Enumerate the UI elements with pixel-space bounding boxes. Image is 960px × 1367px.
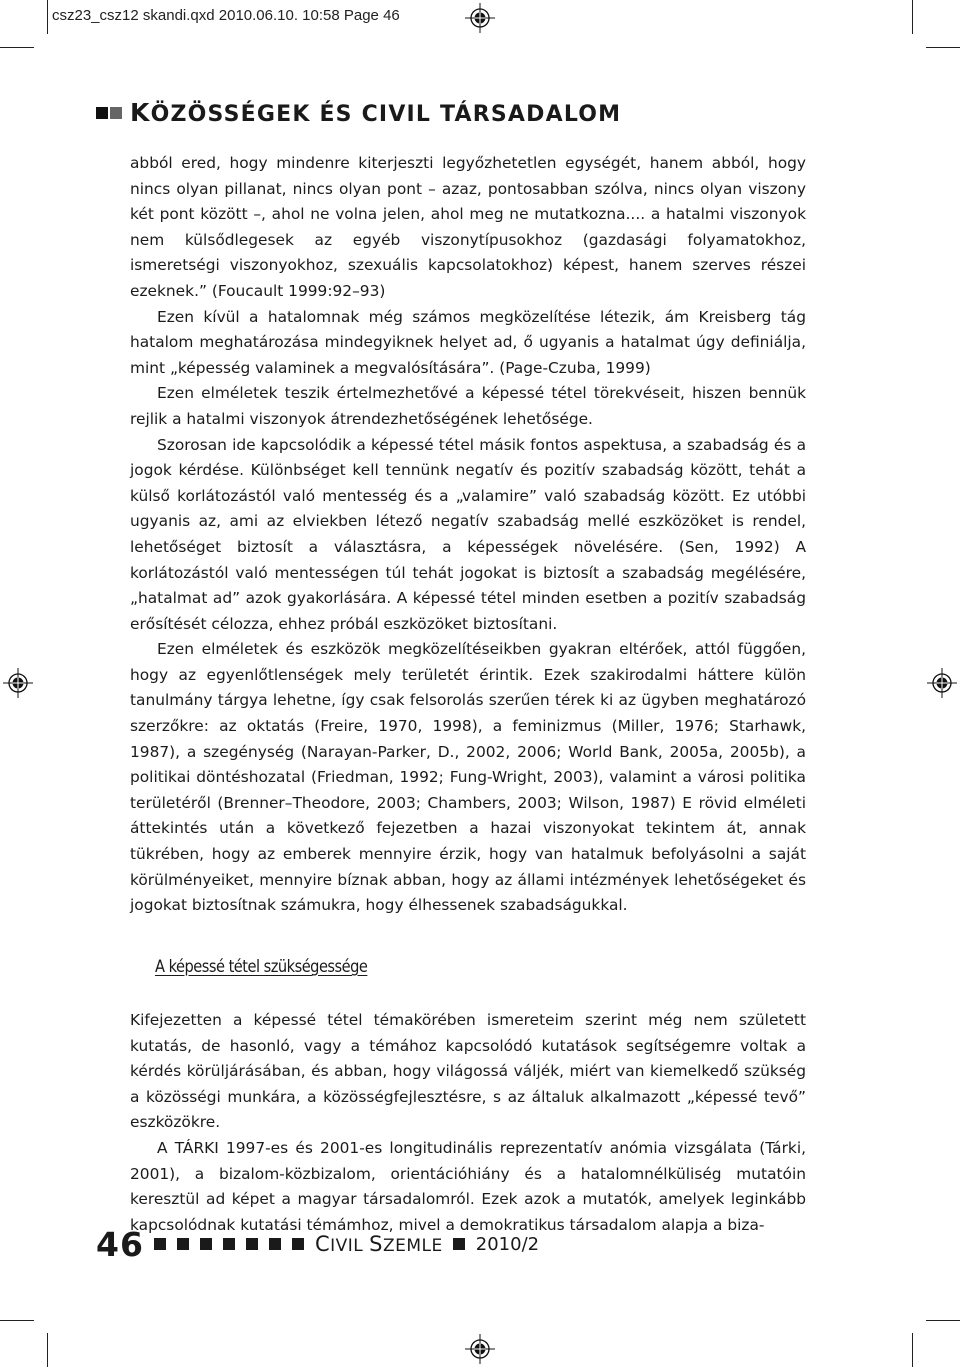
file-slug: csz23_csz12 skandi.qxd 2010.06.10. 10:58 Page 46 <box>52 7 400 24</box>
page-footer <box>96 1222 539 1266</box>
paragraph: abból ered, hogy mindenre kiterjeszti legyőzhetetlen egységét, hanem abból, hogy nincs olyan pillanat, nincs olyan pont – azaz, pontosabban szólva, nincs olyan viszony két pont között –, ahol ne volna jelen, ahol meg ne mutatkozna.... a hatalmi viszonyok nem külsődlegesek az egyéb viszonytípusokhoz (gazdasági folyamatokhoz, ismeretségi viszonyokhoz, szexuális kapcsolatokhoz) képest, hanem szerves részei ezeknek.” (Foucault 1999:92–93) <box>130 154 806 300</box>
footer-square-icon <box>269 1238 281 1250</box>
crop-mark-top-left-h <box>0 47 34 48</box>
footer-square-icon <box>154 1238 166 1250</box>
footer-square-icon <box>292 1238 304 1250</box>
footer-square-icon <box>223 1238 235 1250</box>
crop-mark-bottom-left-h <box>0 1320 34 1321</box>
registration-mark-left-icon <box>3 668 33 698</box>
crop-mark-top-right <box>912 0 913 34</box>
crop-mark-bottom-left <box>47 1333 48 1367</box>
body-text-top <box>130 151 806 919</box>
registration-mark-bottom-icon <box>465 1334 495 1364</box>
issue-number: 2010/2 <box>475 1233 540 1255</box>
header-initial: K <box>130 98 151 127</box>
header-square-grey-icon <box>110 107 122 119</box>
footer-square-icon <box>453 1238 465 1250</box>
paragraph: Ezen elméletek teszik értelmezhetővé a képessé tétel törekvéseit, hiszen bennük rejlik a hatalmi viszonyok átrendezhetőségének lehetősége. <box>130 384 806 428</box>
footer-square-icon <box>200 1238 212 1250</box>
header-text: ÖZÖSSÉGEK ÉS CIVIL TÁRSADALOM <box>150 102 622 127</box>
crop-mark-bottom-right <box>912 1333 913 1367</box>
crop-mark-bottom-right-h <box>926 1320 960 1321</box>
paragraph: A TÁRKI 1997-es és 2001-es longitudinális reprezentatív anómia vizsgálata (Tárki, 2001), a bizalom-közbizalom, orientációhiány és a hatalomnélküliség mutatóin keresztül ad képet a magyar társadalomról. Ezek azok a mutatók, amelyek leginkább kapcsolódnak kutatási témámhoz, mivel a demokratikus társadalom alapja a biza- <box>130 1138 806 1234</box>
registration-mark-top-icon <box>465 3 495 33</box>
section-header <box>96 98 621 127</box>
header-square-icon <box>96 107 108 119</box>
crop-mark-top-right-h <box>926 47 960 48</box>
subheading: A képessé tétel szükségessége <box>155 957 368 977</box>
footer-square-icon <box>177 1238 189 1250</box>
crop-mark-top-left <box>47 0 48 34</box>
page-number: 46 <box>96 1224 144 1264</box>
paragraph: Kifejezetten a képessé tétel témakörében ismereteim szerint még nem született kutatás, de hasonló, vagy a témához kapcsolódó kutatások segítségemre voltak a kérdés körüljárásában, és abban, hogy világossá váljék, miért van kiemelkedő szükség a közösségi munkára, a közösségfejlesztésre, s az általuk alkalmazott „képessé tevő” eszközökre. <box>130 1011 806 1132</box>
paragraph: Ezen kívül a hatalomnak még számos megközelítése létezik, ám Kreisberg tág hatalom meghatározása mindegyiknek helyet ad, ő ugyanis a hatalmat úgy definiálja, mint „képesség valaminek a megvalósítására”. (Page-Czuba, 1999) <box>130 307 806 377</box>
body-text-bottom <box>130 1008 806 1238</box>
journal-name: CIVIL SZEMLE <box>314 1232 443 1256</box>
paragraph: Szorosan ide kapcsolódik a képessé tétel másik fontos aspektusa, a szabadság és a jogok kérdése. Különbséget kell tennünk negatív és pozitív szabadság között, tehát a külső korlátozástól való mentesség és a „valamire” való szabadság között. Ez utóbbi ugyanis az, ami az elviekben létező negatív szabadság mellé eszközöket is rendel, lehetőséget biztosít a választásra, a képességek növelésére. (Sen, 1992) A korlátozástól való mentességen túl tehát jogokat is biztosít a szabadság megélésére, „hatalmat ad” azok gyakorlására. A képessé tétel minden esetben a pozitív szabadság erősítését célozza, ehhez próbál eszközöket biztosítani. <box>130 435 806 633</box>
registration-mark-right-icon <box>927 668 957 698</box>
paragraph: Ezen elméletek és eszközök megközelítéseikben gyakran eltérőek, attól függően, hogy az egyenlőtlenségek mely területét érintik. Ezek szakirodalmi háttere külön tanulmány tárgya lehetne, így csak felsorolás szerűen térek ki az ügyben meghatározó szerzőkre: az oktatás (Freire, 1970, 1998), a feminizmus (Miller, 1976; Starhawk, 1987), a szegénység (Narayan-Parker, D., 2002, 2006; World Bank, 2005a, 2005b), a politikai döntéshozatal (Friedman, 1992; Fung-Wright, 2003), valamint a városi politika területéről (Brenner–Theodore, 2003; Chambers, 2003; Wilson, 1987) E rövid elméleti áttekintés után a következő fejezetben a hazai viszonyokat tekintem át, annak tükrében, hogy az emberek mennyire érzik, hogy van hatalmuk befolyásolni a saját körülményeiket, mennyire bíznak abban, hogy az állami intézmények lehetőségeket és jogokat biztosítnak számukra, hogy élhessenek szabadságukkal. <box>130 640 806 915</box>
footer-square-icon <box>246 1238 258 1250</box>
